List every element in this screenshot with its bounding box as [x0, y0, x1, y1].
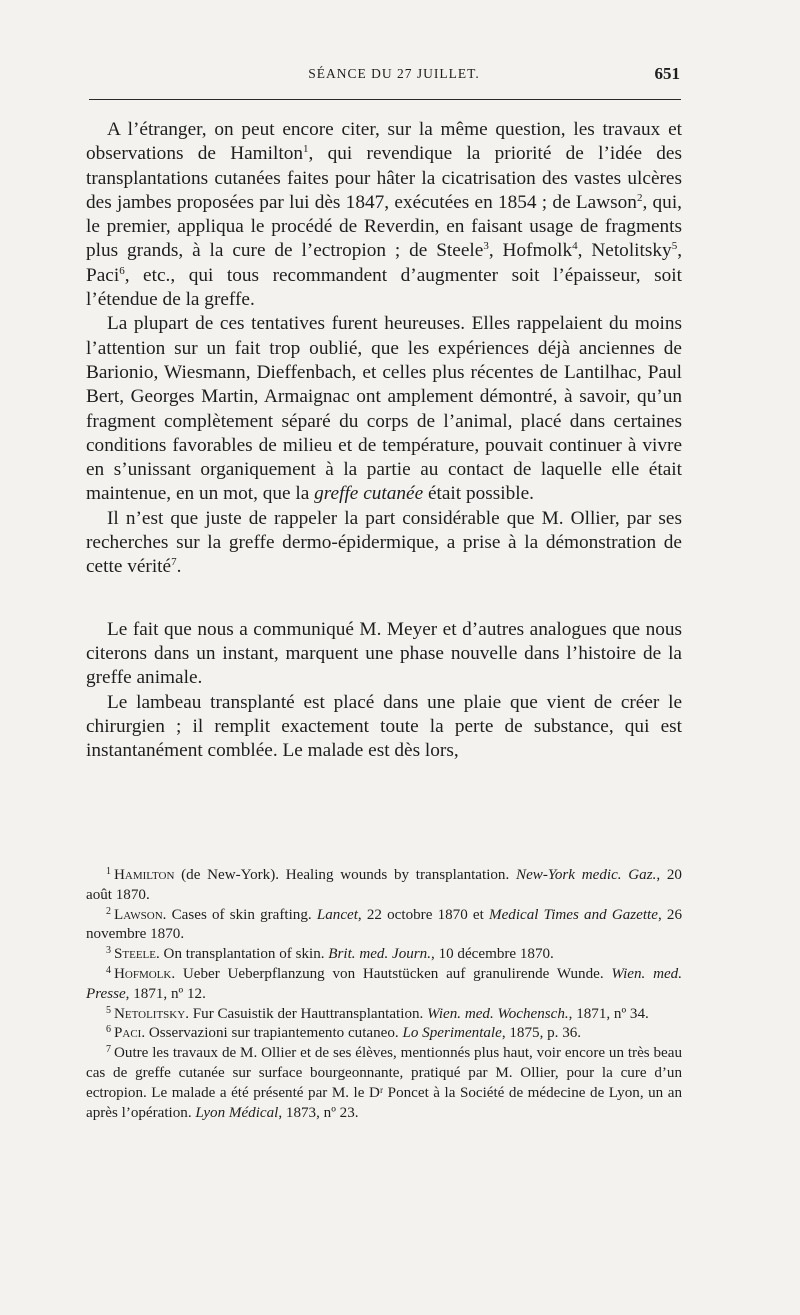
footnote-author: Hofmolk — [114, 965, 172, 982]
footnote-7: $^7$ Outre les travaux de M. Ollier et de ses élèves, mentionnés plus haut, voir encore un très beau cas de greffe cutanée sur surface bourgeonnante, pratiqué par M. Ollier, pour la cure d’un ectropion. Le malade a été présenté par M. le Dʳ Poncet à la Société de médecine de Lyon, un an après l’opération. Lyon Médical, 1873, nº 23. — [86, 1044, 682, 1121]
footnote-author: Paci — [114, 1025, 142, 1042]
footnote-4: $^4$ Hofmolk. Ueber Ueberpflanzung von Hautstücken auf granulirende Wunde. Wien. med. Presse, 1871, nº 12. — [86, 964, 682, 1002]
footnote-author: Netolitsky — [114, 1005, 186, 1022]
footnote-author: Lawson — [114, 906, 163, 923]
footnote-ref-7: 7 — [171, 556, 177, 569]
header-rule — [89, 99, 681, 100]
section-gap — [86, 580, 682, 618]
footnote-ref-5: 5 — [671, 240, 678, 253]
footnote-ref-2: 2 — [636, 191, 643, 204]
footnote-ref-1: 1 — [303, 143, 309, 156]
footnote-3: $^3$ Steele. On transplantation of skin. Brit. med. Journ., 10 décembre 1870. — [106, 945, 554, 963]
main-text — [86, 118, 682, 763]
footnotes — [86, 866, 682, 1123]
paragraph-4: Le fait que nous a communiqué M. Meyer et d’autres analogues que nous citerons dans un instant, marquent une phase nouvelle dans l’histoire de la greffe animale. — [86, 618, 682, 689]
paragraph-2: La plupart de ces tentatives furent heureuses. Elles rappelaient du moins l’attention sur un fait trop oublié, que les expériences déjà anciennes de Barionio, Wiesmann, Dieffenbach, et celles plus récentes de Lantilhac, Paul Bert, Georges Martin, Armaignac ont amplement démontré, à savoir, qu’un fragment complètement séparé du corps de l’animal, placé dans certaines conditions favorables de milieu et de température, pouvait continuer à vivre en s’unissant organiquement à la partie au contact de laquelle elle était maintenue, en un mot, que la greffe cutanée était possible. — [86, 313, 682, 505]
emphasis-greffe-cutanee: greffe cutanée — [314, 483, 424, 505]
footnote-ref-4: 4 — [572, 240, 578, 253]
paragraph-3: Il n’est que juste de rappeler la part considérable que M. Ollier, par ses recherches sur la greffe dermo-épidermique, a prise à la démonstration de cette vérité$^7$. — [86, 507, 682, 578]
footnote-2: $^2$ Lawson. Cases of skin grafting. Lancet, 22 octobre 1870 et Medical Times and Gazette, 26 novembre 1870. — [86, 905, 682, 943]
footnote-5: $^5$ Netolitsky. Fur Casuistik der Hauttransplantation. Wien. med. Wochensch., 1871, nº 34. — [106, 1004, 649, 1022]
paragraph-1: A l’étranger, on peut encore citer, sur la même question, les travaux et observations de Hamilton$^1$, qui revendique la priorité de l’idée des transplantations cutanées faites pour hâter la cicatrisation des vastes ulcères des jambes proposées par lui dès 1847, exécutées en 1854 ; de Lawson$^2$, qui, le premier, appliqua le procédé de Reverdin, en faisant usage de fragments plus grands, à la cure de l’ectropion ; de Steele$^3$, Hofmolk$^4$, Netolitsky$^5$, Paci$^6$, etc., qui tous recommandent d’augmenter soit l’épaisseur, soit l’étendue de la greffe. — [86, 119, 683, 311]
footnote-1: $^1$ Hamilton (de New-York). Healing wounds by transplantation. New-York medic. Gaz., 20 août 1870. — [86, 866, 682, 903]
footnote-author: Hamilton — [114, 867, 175, 883]
footnote-author: Steele — [114, 946, 156, 963]
page-header — [108, 66, 680, 88]
footnote-ref-3: 3 — [483, 240, 489, 253]
footnote-ref-6: 6 — [119, 264, 125, 277]
page-number: 651 — [654, 64, 680, 83]
running-title: SÉANCE DU 27 JUILLET. — [308, 66, 480, 81]
paragraph-5: Le lambeau transplanté est placé dans une plaie que vient de créer le chirurgien ; il remplit exactement toute la perte de substance, qui est instantanément comblée. Le malade est dès lors, — [86, 691, 682, 762]
footnote-6: $^6$ Paci. Osservazioni sur trapiantemento cutaneo. Lo Sperimentale, 1875, p. 36. — [106, 1024, 582, 1042]
